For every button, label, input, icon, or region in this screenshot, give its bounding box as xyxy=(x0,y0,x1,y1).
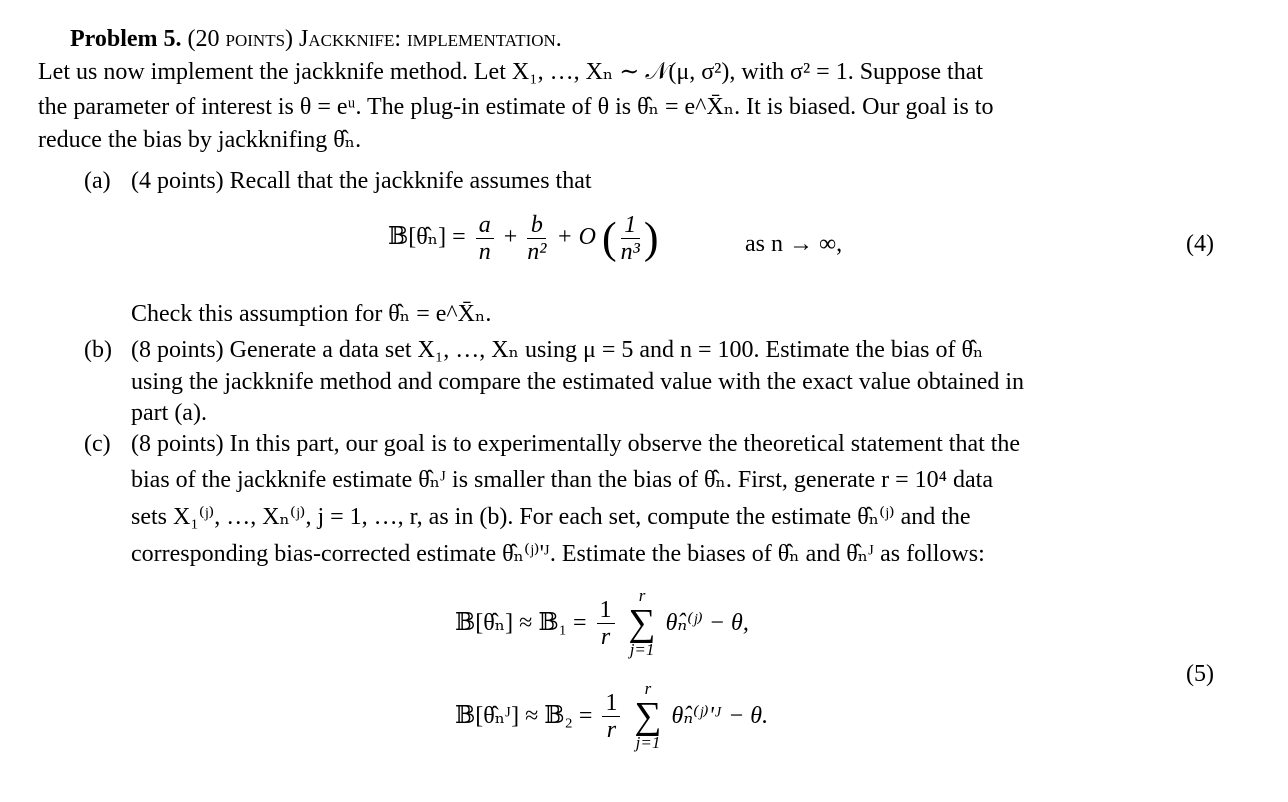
part-c-line-3: sets X₁⁽ʲ⁾, …, Xₙ⁽ʲ⁾, j = 1, …, r, as in (b). For each set, compute the estimate θ̂ₙ⁽ʲ⁾ and the xyxy=(131,504,971,530)
part-c-line-1: (8 points) In this part, our goal is to experimentally observe the theoretical statement that the xyxy=(131,431,1021,457)
eq5-row1-sum-top: r xyxy=(638,586,646,605)
eq5-row1-sum-bottom: j=1 xyxy=(629,640,655,659)
part-c-line-4: corresponding bias-corrected estimate θ̂ₙ⁽ʲ⁾'ᴶ. Estimate the biases of θ̂ₙ and θ̂ₙᴶ as follows: xyxy=(131,541,985,567)
eq5-row2-sum-bottom: j=1 xyxy=(635,733,661,752)
problem-points: (20 points) xyxy=(187,26,294,52)
eq4-frac-o-den: n³ xyxy=(620,239,640,265)
eq5-row1-sum-sigma: ∑ xyxy=(628,602,656,644)
eq4-frac-a-den: n xyxy=(478,239,491,265)
eq5-row1-sum xyxy=(629,587,656,659)
eq5-row1-frac xyxy=(597,597,615,650)
equation-number-5: (5) xyxy=(1186,661,1214,687)
intro-line-1: Let us now implement the jackknife method. Let X₁, …, Xₙ ∼ 𝒩(μ, σ²), with σ² = 1. Suppose that xyxy=(38,59,984,85)
problem-label: Problem 5. xyxy=(70,26,182,52)
intro-line-2: the parameter of interest is θ = eᵘ. The plug-in estimate of θ is θ̂ₙ = e^X̄ₙ. It is biased. Our goal is to xyxy=(38,94,994,120)
part-b-line-1: (8 points) Generate a data set X₁, …, Xₙ using μ = 5 and n = 100. Estimate the bias of θ̂ₙ xyxy=(131,337,984,363)
eq5-row2-sum xyxy=(634,680,661,752)
equation-number-4: (4) xyxy=(1186,231,1214,257)
eq4-frac-o-num: 1 xyxy=(621,212,640,239)
eq4-frac-a xyxy=(476,212,494,265)
eq5-row2-sum-sigma: ∑ xyxy=(634,695,662,737)
eq5-row1-frac-num: 1 xyxy=(597,597,615,624)
eq5-row2-rhs: θ̂ₙ⁽ʲ⁾'ᴶ − θ. xyxy=(671,703,769,729)
eq4-frac-b-den: n² xyxy=(527,239,547,265)
part-a-label: (a) xyxy=(84,168,111,194)
eq5-row2-frac-den: r xyxy=(606,716,617,743)
eq4-frac-b xyxy=(527,212,546,265)
eq4-big-o: + O xyxy=(556,224,596,251)
part-a-line-1: (4 points) Recall that the jackknife assumes that xyxy=(131,168,592,194)
part-c-line-2: bias of the jackknife estimate θ̂ₙᴶ is smaller than the bias of θ̂ₙ. First, generate r = 10⁴ data xyxy=(131,467,993,493)
part-a-line-2: Check this assumption for θ̂ₙ = e^X̄ₙ. xyxy=(131,301,492,327)
intro-line-3: reduce the bias by jackknifing θ̂ₙ. xyxy=(38,127,362,153)
equation-5-row-2 xyxy=(455,680,768,752)
equation-5-row-1 xyxy=(455,587,749,659)
eq5-row2-sum-top: r xyxy=(644,679,652,698)
eq5-row2-lhs: 𝔹[θ̂ₙᴶ] ≈ 𝔹₂ = xyxy=(455,703,599,729)
equation-4: 𝔹[θ̂ₙ] = $\frac{a}{n}$ + $\frac{b}{\text{n²}}$ + O ( $\frac{1}{\text{n³}}$ ) xyxy=(388,212,659,265)
eq5-row1-rhs: θ̂ₙ⁽ʲ⁾ − θ, xyxy=(665,610,749,636)
eq5-row2-frac-num: 1 xyxy=(602,690,620,717)
problem-header xyxy=(70,25,562,53)
problem-title: Jackknife: implementation. xyxy=(299,26,562,52)
eq5-row1-lhs: 𝔹[θ̂ₙ] ≈ 𝔹₁ = xyxy=(455,610,593,636)
part-c-label: (c) xyxy=(84,431,111,457)
eq4-frac-o xyxy=(621,212,640,265)
eq4-frac-b-num: b xyxy=(527,212,546,239)
eq4-lhs: 𝔹[θ̂ₙ] = xyxy=(388,224,472,251)
part-b-line-3: part (a). xyxy=(131,400,207,426)
part-b-line-2: using the jackknife method and compare the estimated value with the exact value obtained in xyxy=(131,369,1025,395)
eq4-condition: as n → ∞, xyxy=(745,231,843,257)
eq5-row1-frac-den: r xyxy=(600,623,611,650)
part-b-label: (b) xyxy=(84,337,112,363)
eq5-row2-frac xyxy=(602,690,620,743)
eq4-frac-a-num: a xyxy=(476,212,494,239)
